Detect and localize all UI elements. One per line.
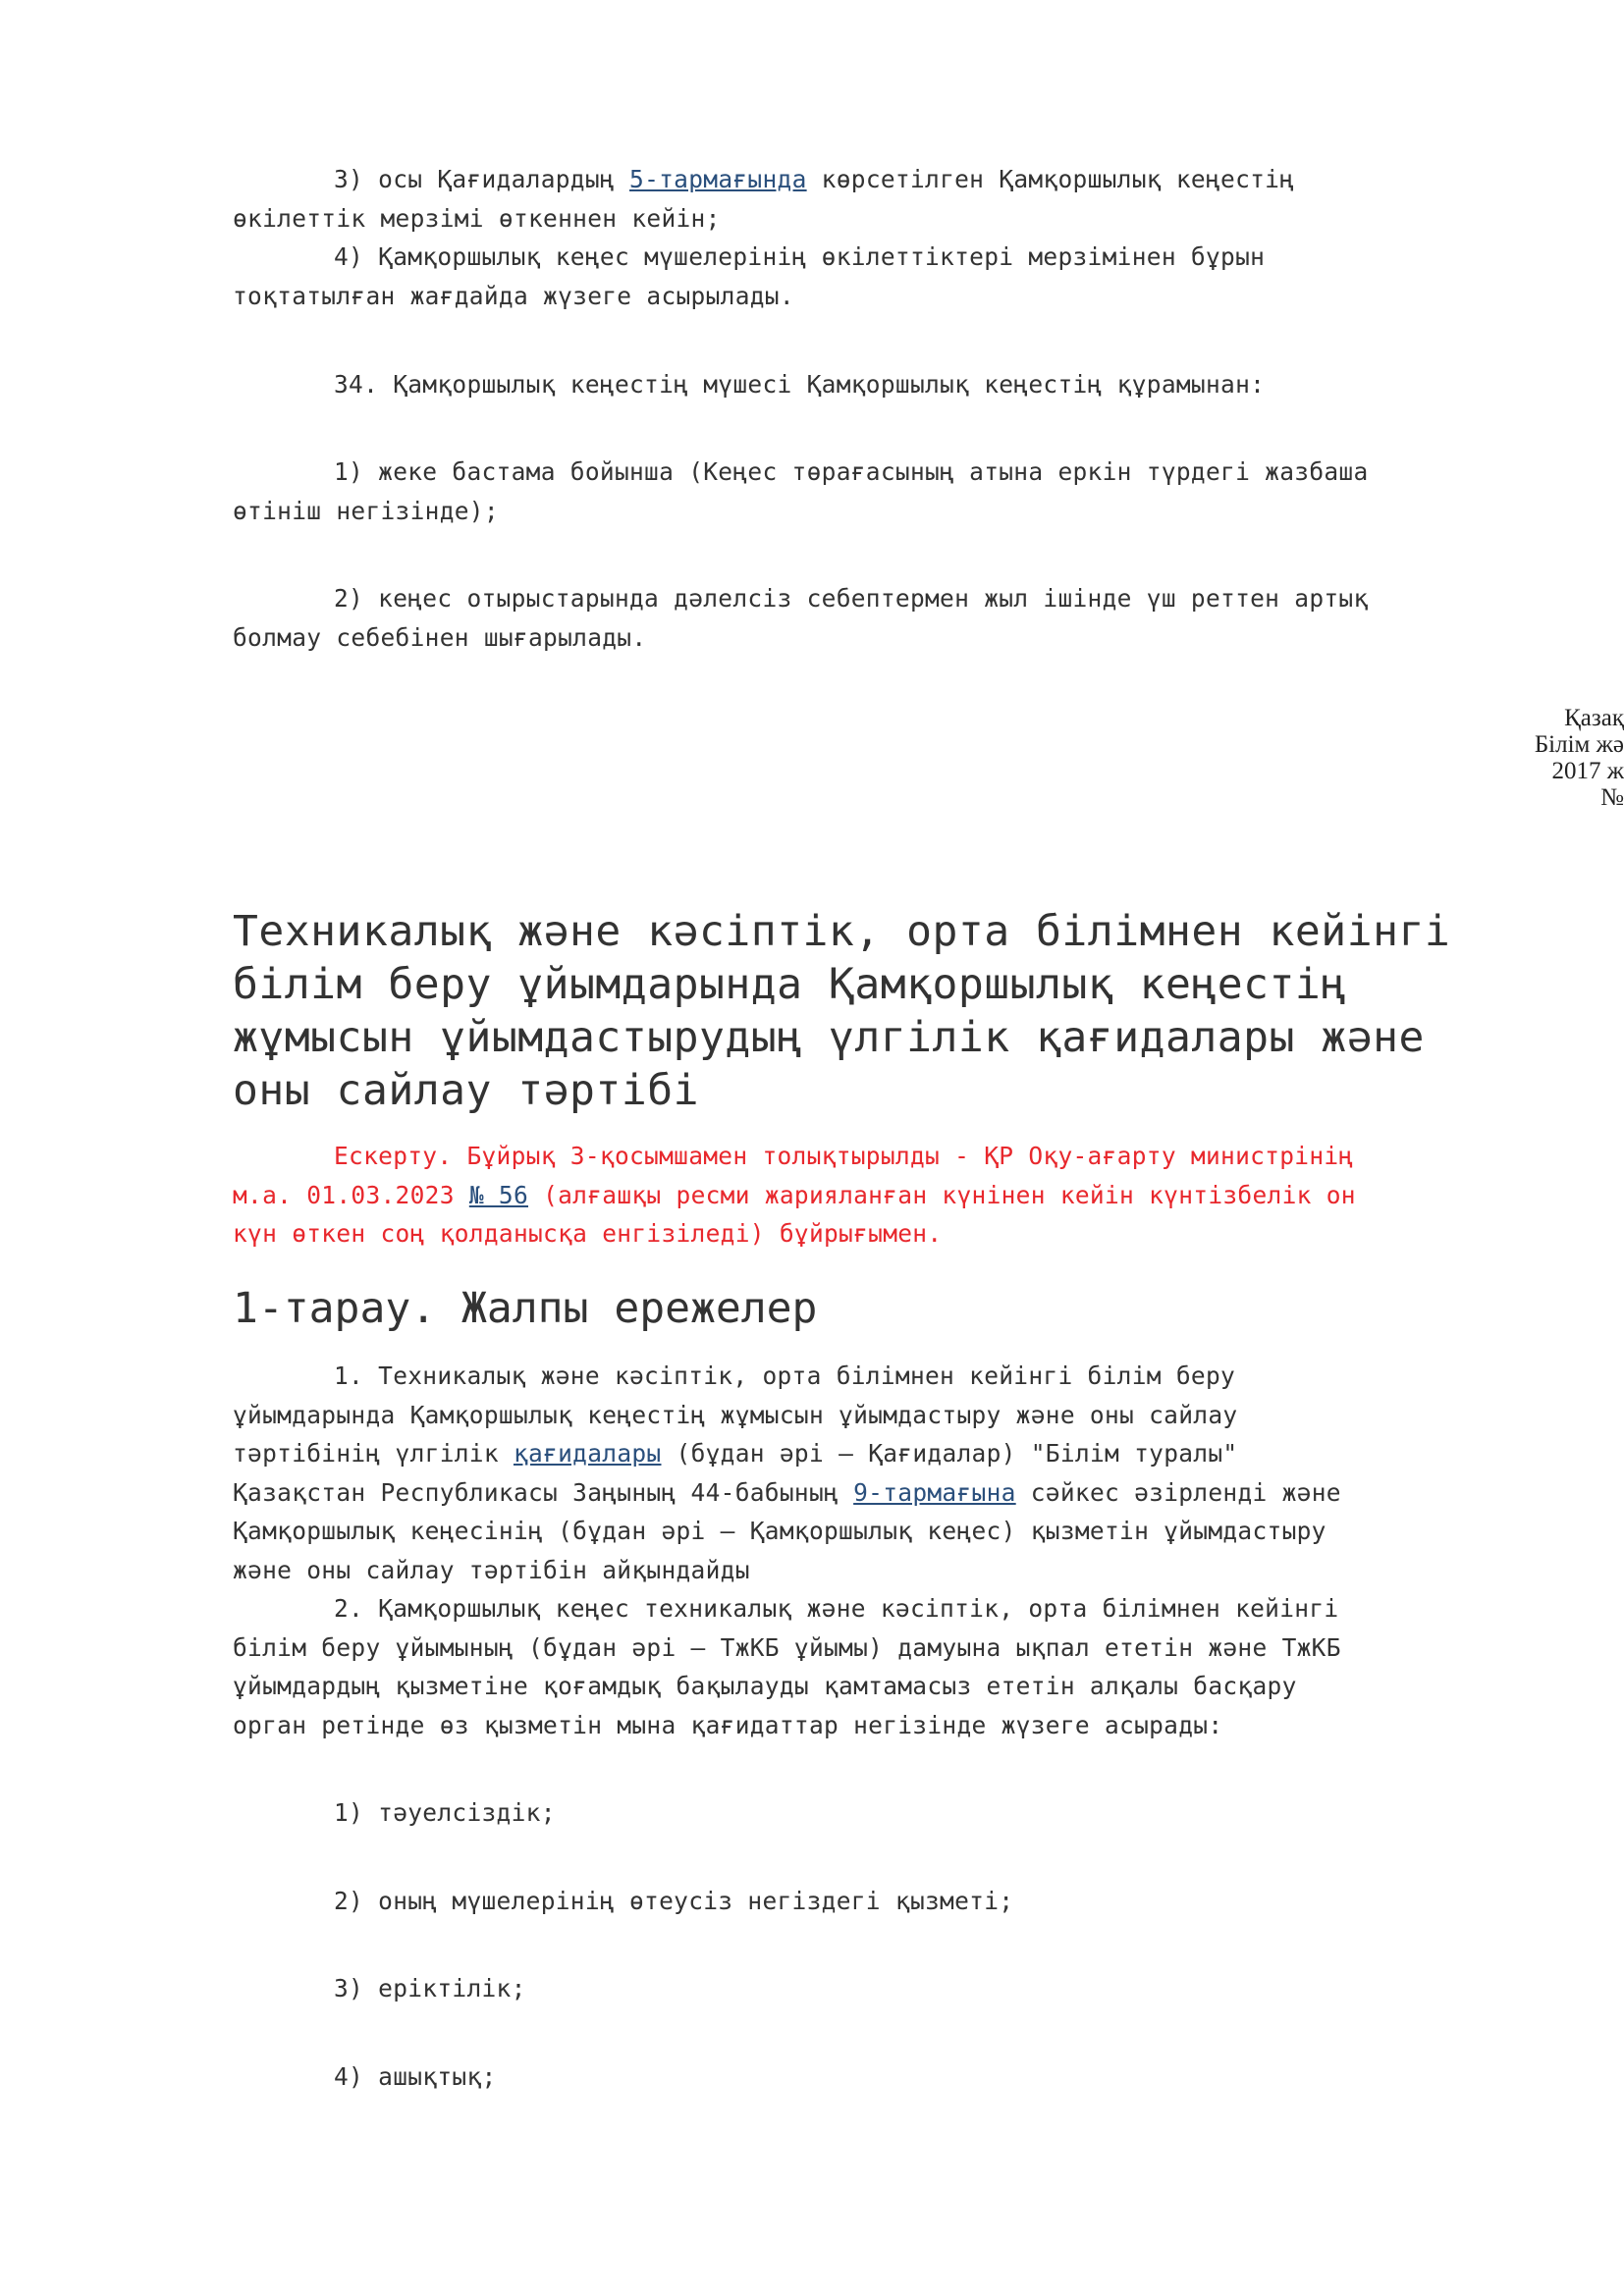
list-item-text: 4) ашықтық;	[334, 2062, 497, 2091]
link-order-56[interactable]: № 56	[468, 1180, 529, 1209]
text: 3) осы Қағидалардың	[334, 165, 630, 193]
paragraph-line	[233, 1434, 1499, 1473]
title-line: Техникалық және кәсіптік, орта білімнен кейінгі	[233, 907, 1451, 956]
paragraph-line: өкілеттік мерзімі өткеннен кейін;	[233, 203, 721, 233]
paragraph-line: және оны сайлау тәртібін айқындайды	[233, 1555, 750, 1584]
title-line: жұмысын ұйымдастырудың үлгілік қағидалары және	[233, 1013, 1425, 1062]
note-line: күн өткен соң қолданысқа енгізіледі) бұйрығымен.	[233, 1219, 943, 1248]
paragraph-line: Қамқоршылық кеңесінің (бұдан әрі – Қамқоршылық кеңес) қызметін ұйымдастыру	[233, 1517, 1326, 1545]
text: сәйкес әзірленді және	[1015, 1477, 1341, 1507]
text: тәртібінің үлгілік	[233, 1439, 514, 1468]
paragraph-line: 1. Техникалық және кәсіптік, орта білімнен кейінгі білім беру	[334, 1362, 1236, 1390]
paragraph-line	[233, 1473, 1499, 1513]
paragraph-34	[233, 365, 1499, 404]
title-line: оны сайлау тәртібі	[233, 1066, 699, 1115]
link-9-tarmagyna[interactable]: 9-тармағына	[853, 1477, 1016, 1507]
paragraph-line: 2) кеңес отырыстарында дәлелсіз себептермен жыл ішінде үш реттен артық	[334, 584, 1369, 613]
paragraph-item-3	[233, 160, 1499, 315]
paragraph-line: тоқтатылған жағдайда жүзеге асырылады.	[233, 281, 794, 310]
chapter-heading: 1-тарау. Жалпы ережелер	[233, 1284, 818, 1333]
paragraph-line: болмау себебінен шығарылады.	[233, 622, 647, 652]
appendix-stamp	[1516, 705, 1624, 811]
title-line: білім беру ұйымдарында Қамқоршылық кеңестің	[233, 960, 1347, 1009]
text: Қазақстан Республикасы Заңының 44-бабының	[233, 1477, 854, 1507]
paragraph-line: 34. Қамқоршылық кеңестің мүшесі Қамқоршылық кеңестің құрамынан:	[334, 370, 1266, 399]
list-item-text: 2) оның мүшелерінің өтеусіз негіздегі қызметі;	[334, 1887, 1014, 1915]
link-kagidalary[interactable]: қағидалары	[513, 1439, 662, 1468]
list-item-text: 3) еріктілік;	[334, 1974, 526, 2002]
paragraph-line: 2. Қамқоршылық кеңес техникалық және кәсіптік, орта білімнен кейінгі	[334, 1594, 1339, 1623]
stamp-line: Қазақ	[1564, 705, 1624, 731]
note-line: Ескерту. Бұйрық 3-қосымшамен толықтырылды - ҚР Оқу-ағарту министрінің	[334, 1142, 1354, 1170]
list-item	[233, 2057, 1499, 2097]
paragraph-line: ұйымдардың қызметіне қоғамдық бақылауды қамтамасыз ететін алқалы басқару	[233, 1672, 1297, 1700]
paragraph-line: орган ретінде өз қызметін мына қағидаттар негізінде жүзеге асырады:	[233, 1710, 1223, 1739]
paragraph-34-2	[233, 579, 1499, 657]
document-title	[233, 905, 1509, 1117]
note-line	[233, 1176, 1499, 1215]
stamp-line: №	[1600, 784, 1624, 811]
paragraph-1	[233, 1357, 1499, 1744]
paragraph-line: 1) жеке бастама бойынша (Кеңес төрағасының атына еркін түрдегі жазбаша	[334, 457, 1369, 486]
list-item	[233, 1969, 1499, 2008]
paragraph-line: өтініш негізінде);	[233, 496, 499, 525]
amendment-note	[233, 1137, 1499, 1254]
text: (алғашқы ресми жарияланған күнінен кейін күнтізбелік он	[528, 1180, 1356, 1209]
paragraph-line: білім беру ұйымының (бұдан әрі – ТжКБ ұйымы) дамуына ықпал ететін және ТжКБ	[233, 1632, 1341, 1662]
list-item-text: 1) тәуелсіздік;	[334, 1798, 556, 1827]
stamp-line: Білім жә	[1534, 731, 1624, 758]
paragraph-line: ұйымдарында Қамқоршылық кеңестің жұмысын ұйымдастыру және оны сайлау	[233, 1400, 1238, 1429]
link-5-tarmagynda[interactable]: 5-тармағында	[629, 165, 807, 193]
paragraph-line	[233, 160, 1499, 199]
paragraph-line: 4) Қамқоршылық кеңес мүшелерінің өкілеттіктері мерзімінен бұрын	[334, 242, 1266, 271]
paragraph-34-1	[233, 453, 1499, 530]
list-item	[233, 1882, 1499, 1921]
text: м.а. 01.03.2023	[233, 1180, 469, 1209]
list-item	[233, 1793, 1499, 1833]
text: көрсетілген Қамқоршылық кеңестің	[806, 165, 1295, 193]
text: (бұдан әрі – Қағидалар) "Білім туралы"	[661, 1439, 1238, 1468]
stamp-line: 2017 ж	[1551, 758, 1624, 784]
